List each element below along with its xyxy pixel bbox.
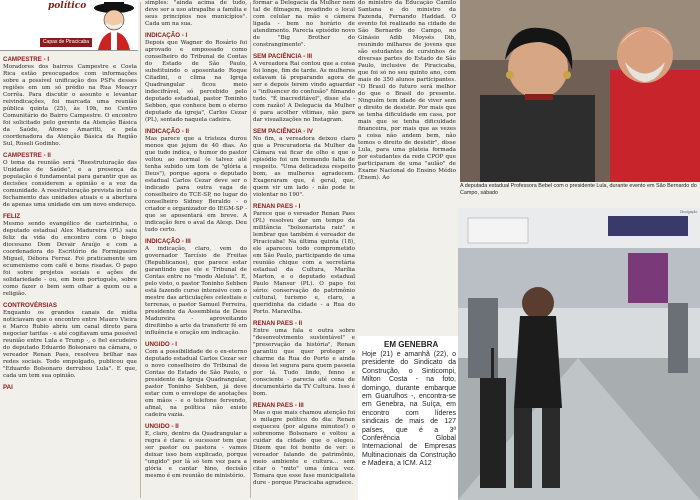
paragraph: Enquanto os grandes canais de mídia noticiavam que o encontro entre Mauro Vieira e Marco Rubio abriu um canal direto para negociar tarifas - e até cogitavam uma possível reunião entre Lula e Trump -, o fiel escudeiro do deputado Eduardo Bolsonaro na câmara, o vereador Renan Paes, resolveu brilhar nas redes sociais. Todo empolgado, publicou que "Eduardo Bolsonaro derrubou Lula". E que, cada um tem sua opinião. <box>3 310 137 379</box>
genebra-text: Hoje (21) e amanhã (22), o presidente do Sindicato da Construção, o Sinticompi, Milton Costa - na foto, domingo, durante embarque em Guarulhos -, encontra-se em Genebra, na Suíça, em encontro com líderes sindicais de mais de 127 países, que é a 3ª Conferência Global Internacional de Empresas Multinacionais da Construção e Madeira, a ICM. A12 <box>362 351 456 468</box>
paragraph: A indicação, claro, vem do governador Tarcísio de Freitas (Republicanos), que parece estar garantindo que ele e Tribunal de Contas entre no "modo Aleluia". E, pelo visto, o pastor Toninho Sebben está fazendo curso intensivo com o mestre das articulações celestiais e terrenas, o pastor Samuel Ferreira, presidente da Assembleia de Deus Madureira - aproveitando direitinho a arte da transferir fé em influência e oração em indicação. <box>145 246 247 336</box>
subhead: INDICAÇÃO - I <box>145 32 188 39</box>
paragraph: formar a Delegacia da Mulher nem tal de filmagem, invadindo o local com celular na mão e câmera ligada - bem no horário de atendimento. Parecia episódio novo de "Big Brother do constrangimento". <box>253 0 355 48</box>
paragraph: O tema da reunião será "Reestruturação das Unidades de Saúde", e a presença da população é fundamental para garantir que as decisões considerem a opinião e a voz da comunidade. A reestruturação prevista inclui o fechamento das unidades atuais e a abertura de apenas uma unidade em um novo endereço. <box>3 160 137 208</box>
subhead: CAMPESTRE - II <box>3 152 51 159</box>
photo-credit: Divulgação <box>680 210 698 214</box>
paragraph: do ministro da Educação Camilo Santana e do ministro da Fazenda, Fernando Haddad. O evento foi realizado na cidade de São Bernardo do Campo, no Ginásio Adib Moysés Dib, reunindo milhares de jovens que são estudantes de cursinhos de diversas partes do Estado de São Paulo, inclusive de Piracicaba, que foi só no seu quinto ano, com mais de 350 alunos participantes. "O Brasil do futuro será melhor do que o Brasil do presente. Ninguém tem idade de viver sem o direito de desistir. Por mais que se tenha dificuldade em casa, por mais que se tenha dificuldade financeira, por mais que as vezes a coisa não andem bem, não temos o direito de desistir", disse Lula, para uma plateia formada por estudantes da rede CPOP que participaram de uma "aulão" de Exame Nacional do Ensino Médio (Enem). Ao <box>358 0 456 181</box>
subhead: FELIZ <box>3 213 21 220</box>
subhead: INDICAÇÃO - III <box>145 238 191 245</box>
paragraph: Parece que o vereador Renan Paes (PL) resolveu dar um tempo da militância "bolsonarista raiz" e lembrar que também é vereador de Piracicaba! Na última quinta (18), ele apareceu todo comprometido em São Paulo, participando de uma reunião chique com a secretária estadual da Cultura, Marília Marton, e o deputado estadual Paulo Mansur (PL). O papo foi sério: conservação do patrimônio cultural, turismo e, claro, a queridinha da cidade - a Rua do Porto. Maravilha. <box>253 211 355 315</box>
column-4 <box>358 0 456 206</box>
column-3 <box>253 0 355 500</box>
photo-milton-costa <box>458 208 700 500</box>
subhead: INDICAÇÃO - II <box>145 128 189 135</box>
subhead: RENAN PAES - II <box>253 320 303 327</box>
subhead: RENAN PAES - I <box>253 203 301 210</box>
column-rule <box>140 2 141 498</box>
photo-caption: A deputada estadual Professora Bebel com o presidente Lula, durante evento em São Bernardo do Campo, sábado <box>460 183 697 196</box>
logo-tagline: Capas de Piracicaba <box>40 38 92 47</box>
photo-illustration <box>460 0 700 182</box>
paragraph: No fim, a vereadora deixou claro que a Procuradoria da Mulher da Câmara vai ficar de olho e que o episódio foi um tremendo falta de respeito. "Uma delicadeza respeito bom, as mulheres agradecem. Exageraram que, é geral, que, quem vir um lado - não pode te violentar no 190". <box>253 136 355 198</box>
paragraph: E, claro, dentro da Quadrangular a regra é clara: o sucessor tem que ser pastor ou pastora - vamos deixar isso bem explicado, porque "ungido" por lá só tem vez para a glória e cantar hino, decisão mesmo é em reunião de ministério. <box>145 431 247 479</box>
subhead: SEM PACIÊNCIA - III <box>253 53 313 60</box>
paragraph: Mas parece que a tristeza durou menos que jejum de 40 dias. Ao que tudo indica, o humor do pastor voltou ao normal (e talvez até tenha subido um tom de "glória a Deus"), porque agora o deputado estadual Carlos Cezar deve ser o indicado para outra vaga de conselheiro do TCE-SP, no lugar do conselheiro Sidney Beraldo - o criador e organizador do IEGM-SP - que se aposentará em breve. A indicação fere o aval da Alesp. Deu tudo certo. <box>145 136 247 233</box>
paragraph: Depois que Wagner do Rosário foi aprovado e empossado como conselheiro do Tribunal de Contas do Estado de São Paulo, substituindo o aposentado Roque Citadini, o clima na Igreja Quadrangular ficou meio indecifrável, só percebido pelo deputado estadual, pastor Toninho Sebben, que conhece bem o eterno deputado da igreja", Carlos Cezar (PL), sentado naquela cadeira. <box>145 40 247 123</box>
subhead: CONTROVÉRSIAS <box>3 302 57 309</box>
genebra-title: EM GENEBRA <box>384 340 439 349</box>
subhead: PAI <box>3 384 13 391</box>
subhead: SEM PACIÊNCIA - IV <box>253 128 313 135</box>
subhead: UNGIDO - II <box>145 423 179 430</box>
paragraph: Mesmo sendo evangélico de carteirinha, o deputado estadual Alex Madureira (PL) saiu feliz da vida do encontro com o bispo diocesano Dom Devair Araújo e com a coordenadora do Escritório de Formigueiro Miguel, Débora Ferraz. Foi praticamente um ecumenismo com café e bons risadas. O papo foi sobre projetos sociais e ações de solidariedade - ou, em bom português, sobre como fazer o bem sem olhar a quem ou a religião. <box>3 221 137 297</box>
photo-illustration <box>458 208 700 500</box>
photo-lula-bebel <box>460 0 700 182</box>
paragraph: Mas o que mais chamou atenção foi o milagre político do dia: Renan esqueceu (por alguns minutos!) o sobrenome Bolsonaro e voltou a cuidar da cidade que o elegeu. Dizem que foi bonito de ver: o vereador falando de patrimônio, meio ambiente e cultura... sem citar o "mito" uma única vez. Tomara que esse fase municipalista dure - porque Piracicaba agradece. <box>253 410 355 486</box>
paragraph: Entre uma fala e outra sobre "desenvolvimento sustentável" e "preservação da história", Renan garantiu que quer proteger o charme da Rua do Porto e ainda dessa lei segura para quem passeia por lá. Tudo lindo, fenno e consciente - parecia até cena de documentário da TV Cultura. Isso é bom. <box>253 328 355 397</box>
column-1 <box>3 52 137 500</box>
logo-word: político <box>48 1 87 11</box>
subhead: CAMPESTRE - I <box>3 56 50 63</box>
paragraph: simples: "ainda acima de tudo, deve ser a uso atrapalhe a família e seus princípios nos municípios". Cada um na sua. <box>145 0 247 27</box>
paragraph: Moradores dos bairros Campestre e Costa Rica estão preocupados com informações sobre a possível unificação dos PSFs desses regiões em um só prédio na Rua Moacyr Corrêa. Para discutir o assunto e levantar reivindicações, foi marcada uma reunião pública quinta (25), às 19h, no Centro Comunitário do Bairro Campestre. O encontro foi solicitado pelo gerente da Atenção Básica da Saúde, Afonso Amaritti, e pela coordenadora da Atenção Básica da Região Sul, Roseli Godinho. <box>3 64 137 147</box>
paragraph: A vereadora Rai contou que a coisa foi longe, fim de tarde. As mulheres estavam lá preparando agora de ser e depois terem vindo aguardar o "influencer do confusão" filmando tudo. "É inacreditável", disse ela - com razão! A Delegacia da Mulher é para acolher vítimas, não para dar visualizações no Instagram. <box>253 61 355 123</box>
column-logo <box>0 0 138 51</box>
subhead: UNGIDO - I <box>145 341 177 348</box>
paragraph: Com a possibilidade de o ex-eterno deputado estadual Carlos Cezar ser o novo conselheiro do Tribunal de Contas do Estado de São Paulo, o presidente da Igreja Quadrangular, pastor Toninho Sebben, já deve estar com o envelope de anotações em mãos - e o telefone fervendo, afinal, na política não existe cadeira vazia. <box>145 349 247 418</box>
column-rule <box>250 2 251 498</box>
subhead: RENAN PAES - III <box>253 402 304 409</box>
column-2 <box>145 0 247 500</box>
genebra-box <box>358 336 458 500</box>
